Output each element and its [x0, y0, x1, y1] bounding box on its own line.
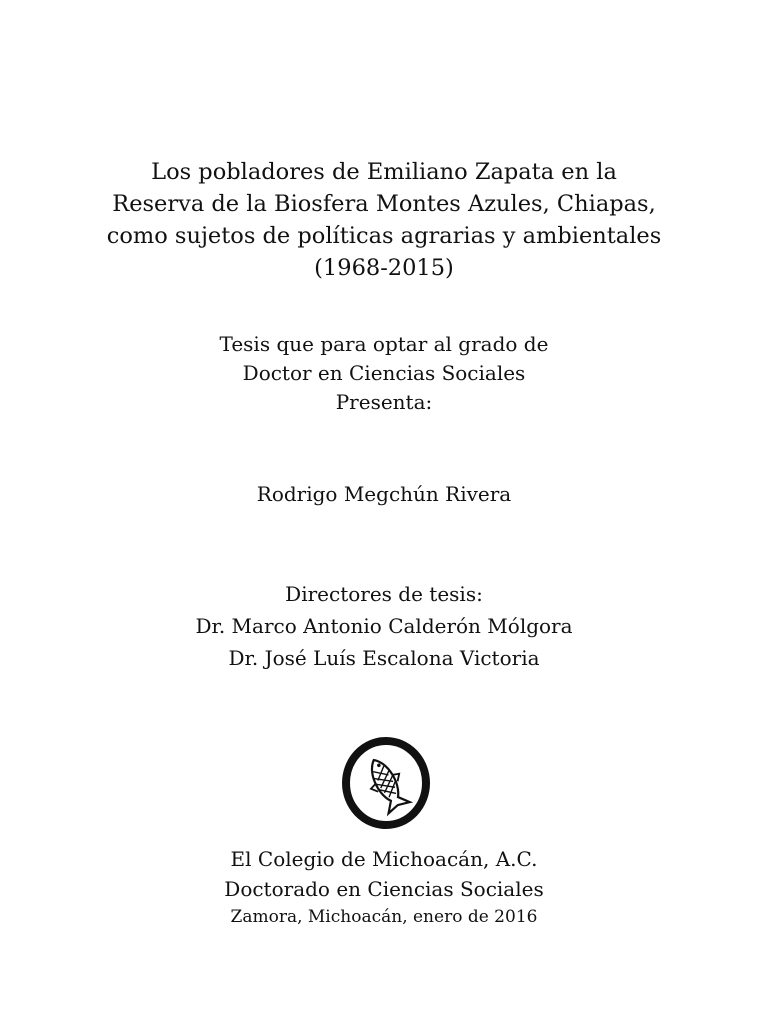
institution-name: El Colegio de Michoacán, A.C.: [230, 847, 538, 871]
presenta-label: Presenta:: [335, 390, 433, 414]
place-and-date: Zamora, Michoacán, enero de 2016: [230, 907, 538, 927]
degree-statement: [0, 330, 768, 417]
director-1: Dr. Marco Antonio Calderón Mólgora: [195, 614, 573, 638]
title-years: (1968-2015): [314, 255, 454, 281]
degree-line-1: Tesis que para optar al grado de: [219, 332, 549, 356]
program-name: Doctorado en Ciencias Sociales: [224, 877, 544, 901]
institution-logo: [340, 737, 432, 829]
fish-in-circle-icon: [340, 737, 432, 829]
thesis-title: [0, 156, 768, 284]
degree-line-2: Doctor en Ciencias Sociales: [242, 361, 526, 385]
logo-fish: [360, 753, 414, 816]
title-line-2: Reserva de la Biosfera Montes Azules, Chiapas,: [112, 191, 656, 217]
title-line-3: como sujetos de políticas agrarias y ambientales: [106, 223, 662, 249]
thesis-directors: [0, 578, 768, 674]
author: [0, 480, 768, 509]
institution-info: [0, 844, 768, 930]
author-name: Rodrigo Megchún Rivera: [256, 482, 512, 506]
directors-heading: Directores de tesis:: [285, 582, 483, 606]
title-line-1: Los pobladores de Emiliano Zapata en la: [151, 159, 617, 185]
director-2: Dr. José Luís Escalona Victoria: [228, 646, 540, 670]
